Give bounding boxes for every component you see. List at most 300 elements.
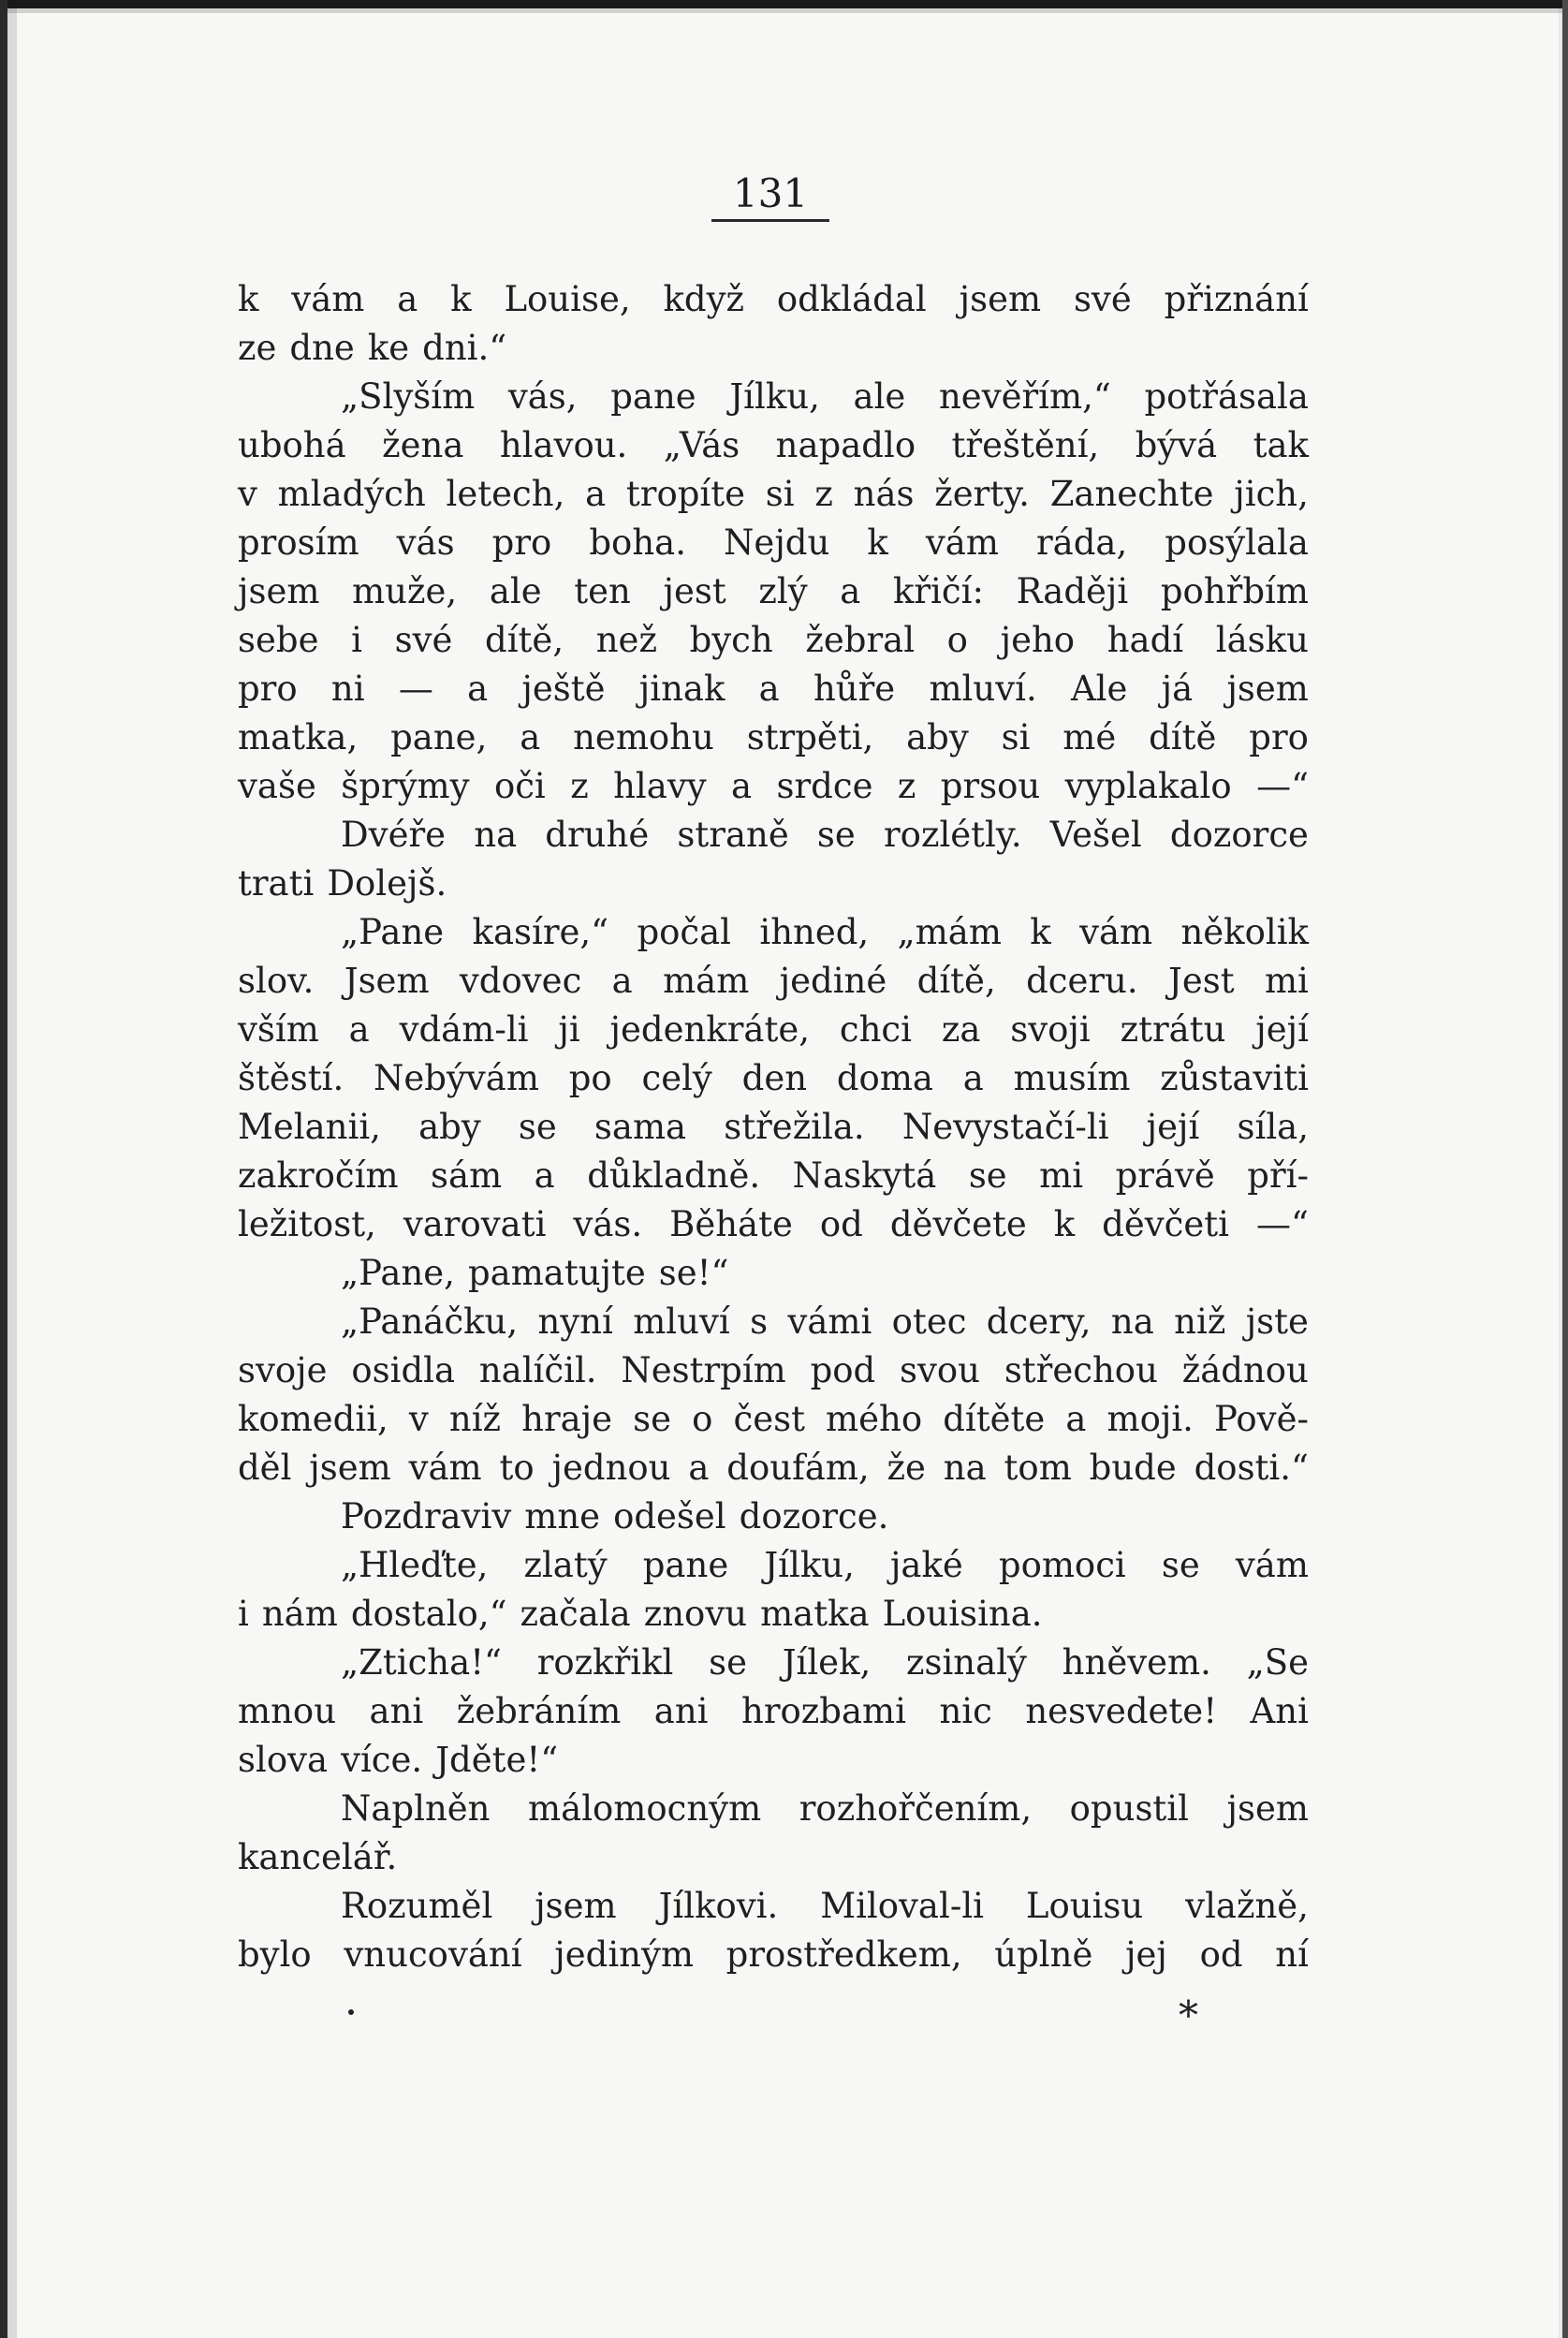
word: „Vás xyxy=(663,425,740,465)
word: k xyxy=(1053,1204,1076,1244)
word: dítěte xyxy=(943,1399,1046,1439)
body-text xyxy=(238,275,1309,1979)
word: počal xyxy=(637,912,732,952)
word: ubohá xyxy=(238,425,346,465)
word: lásku xyxy=(1215,620,1309,660)
word: bylo xyxy=(238,1934,312,1975)
word: a xyxy=(585,474,607,514)
word: osidla xyxy=(351,1350,456,1390)
word: dosti.“ xyxy=(1194,1448,1309,1488)
word: mi xyxy=(1264,961,1309,1001)
word: děvčeti xyxy=(1102,1204,1229,1244)
word: hadí xyxy=(1106,620,1184,660)
word: Nebývám xyxy=(374,1058,539,1098)
text-line xyxy=(238,1785,1309,1833)
word: vlažně, xyxy=(1185,1886,1309,1926)
text-line xyxy=(238,713,1309,762)
word: odešel xyxy=(613,1496,726,1537)
word: jsem xyxy=(959,279,1042,319)
word: Vešel xyxy=(1049,815,1142,855)
word: ještě xyxy=(521,669,606,709)
word: nevěřím,“ xyxy=(938,376,1111,417)
text-line xyxy=(238,665,1309,713)
word: jsem xyxy=(1226,1788,1309,1829)
word: Jílkovi. xyxy=(658,1886,779,1926)
signature-dot xyxy=(348,2009,354,2015)
word: důkladně. xyxy=(587,1155,761,1196)
word: se xyxy=(518,1107,557,1147)
word: sebe xyxy=(238,620,319,660)
page-number: 131 xyxy=(732,170,809,216)
word: rozkřikl xyxy=(536,1642,674,1683)
word: bych xyxy=(689,620,773,660)
word: hrozbami xyxy=(741,1691,906,1731)
word: hůře xyxy=(813,669,896,709)
word: Dolejš. xyxy=(327,863,447,904)
word: nyní xyxy=(537,1301,613,1342)
word: mnou xyxy=(238,1691,337,1731)
word: aby xyxy=(418,1107,481,1147)
word: a xyxy=(534,1155,555,1196)
word: slov. xyxy=(238,961,315,1001)
word: ze xyxy=(238,328,277,368)
word: dostalo,“ xyxy=(350,1594,507,1634)
word: „Slyším xyxy=(341,376,476,417)
word: zakročím xyxy=(238,1155,399,1196)
word: vám xyxy=(1079,912,1153,952)
word: niž xyxy=(1174,1301,1226,1342)
word: vám xyxy=(1235,1545,1309,1585)
text-line xyxy=(238,1103,1309,1152)
word: oči xyxy=(493,766,546,806)
word: mé xyxy=(1062,717,1117,757)
signature-row xyxy=(238,1992,1309,2049)
word: Jsem xyxy=(344,961,430,1001)
word: chci xyxy=(839,1009,912,1050)
word: ten xyxy=(574,571,631,611)
text-line xyxy=(238,860,1309,908)
word: vám xyxy=(291,279,365,319)
text-line xyxy=(238,1687,1309,1736)
word: já xyxy=(1161,669,1194,709)
word: „mám xyxy=(897,912,1002,952)
word: vdovec xyxy=(459,961,582,1001)
word: rozlétly. xyxy=(883,815,1022,855)
word: srdce xyxy=(776,766,873,806)
word: Pozdraviv xyxy=(341,1496,512,1537)
word: zůstaviti xyxy=(1160,1058,1309,1098)
word: se!“ xyxy=(658,1253,729,1293)
word: bývá xyxy=(1135,425,1218,465)
word: na xyxy=(943,1448,987,1488)
word: ležitost, xyxy=(238,1204,376,1244)
word: kasíre,“ xyxy=(472,912,609,952)
text-line xyxy=(238,1444,1309,1492)
word: mluví. xyxy=(929,669,1037,709)
text-line xyxy=(238,957,1309,1006)
word: mám xyxy=(663,961,750,1001)
word: jsem xyxy=(238,571,320,611)
word: pro xyxy=(238,669,298,709)
scan-edge-left xyxy=(0,0,17,2338)
word: ani xyxy=(369,1691,424,1731)
word: Jílek, xyxy=(782,1642,872,1683)
word: jest xyxy=(663,571,726,611)
word: ztrátu xyxy=(1120,1009,1226,1050)
word: den xyxy=(741,1058,808,1098)
word: z xyxy=(570,766,589,806)
word: boha. xyxy=(589,522,686,563)
word: jediným xyxy=(554,1934,694,1975)
word: nesvedete! xyxy=(1025,1691,1218,1731)
word: straně xyxy=(677,815,789,855)
word: mluví xyxy=(633,1301,730,1342)
word: síla, xyxy=(1237,1107,1309,1147)
word: Louisu xyxy=(1025,1886,1144,1926)
word: dítě, xyxy=(485,620,564,660)
word: se xyxy=(633,1399,672,1439)
word: druhé xyxy=(545,815,650,855)
text-line xyxy=(238,421,1309,470)
word: nám xyxy=(261,1594,338,1634)
word: znovu xyxy=(643,1594,748,1634)
word: Nestrpím xyxy=(621,1350,786,1390)
word: vás xyxy=(396,522,455,563)
text-line xyxy=(238,908,1309,957)
word: vyplakalo xyxy=(1064,766,1232,806)
word: doma xyxy=(836,1058,933,1098)
word: moji. xyxy=(1106,1399,1194,1439)
word: k xyxy=(867,522,888,563)
word: několik xyxy=(1180,912,1309,952)
word: a xyxy=(520,717,541,757)
word: a xyxy=(962,1058,984,1098)
word: opustil xyxy=(1069,1788,1189,1829)
word: doufám, xyxy=(726,1448,870,1488)
word: svou xyxy=(900,1350,981,1390)
word: ani xyxy=(653,1691,709,1731)
word: dozorce. xyxy=(739,1496,889,1537)
word: dne xyxy=(289,328,355,368)
word: Jest xyxy=(1168,961,1235,1001)
word: o xyxy=(946,620,968,660)
word: prsou xyxy=(940,766,1041,806)
word: děl xyxy=(238,1448,292,1488)
word: i xyxy=(351,620,362,660)
page-number-rule xyxy=(711,219,829,222)
word: Naskytá xyxy=(792,1155,937,1196)
word: letech, xyxy=(446,474,565,514)
word: Raději xyxy=(1016,571,1129,611)
word: své xyxy=(394,620,453,660)
word: —“ xyxy=(1256,766,1309,806)
word: mi xyxy=(1039,1155,1084,1196)
word: o xyxy=(692,1399,713,1439)
word: mého xyxy=(826,1399,923,1439)
word: Rozuměl xyxy=(341,1886,493,1926)
word: žerty. xyxy=(934,474,1030,514)
word: žebráním xyxy=(456,1691,622,1731)
word: si xyxy=(1001,717,1031,757)
word: že xyxy=(887,1448,926,1488)
word: Ale xyxy=(1070,669,1128,709)
word: jsem xyxy=(309,1448,391,1488)
word: zsinalý xyxy=(905,1642,1027,1683)
word: Louisina. xyxy=(882,1594,1043,1634)
word: pamatujte xyxy=(467,1253,646,1293)
word: jeho xyxy=(1000,620,1076,660)
word: —“ xyxy=(1255,1204,1309,1244)
word: svoje xyxy=(238,1350,328,1390)
word: vámi xyxy=(787,1301,872,1342)
word: varovati xyxy=(403,1204,547,1244)
word: pane, xyxy=(390,717,488,757)
word: jinak xyxy=(638,669,725,709)
word: k xyxy=(1030,912,1051,952)
word: a xyxy=(467,669,489,709)
word: jediné xyxy=(779,961,887,1001)
word: vdám-li xyxy=(399,1009,529,1050)
text-line xyxy=(238,1590,1309,1639)
word: vnucování xyxy=(344,1934,522,1975)
word: ji xyxy=(558,1009,580,1050)
word: jste xyxy=(1245,1301,1309,1342)
word: hněvem. xyxy=(1062,1642,1211,1683)
word: více. xyxy=(341,1740,423,1780)
word: v xyxy=(238,474,257,514)
word: posýlala xyxy=(1165,522,1309,563)
word: pane xyxy=(642,1545,729,1585)
word: dítě xyxy=(1149,717,1217,757)
word: z xyxy=(814,474,833,514)
word: dítě, xyxy=(916,961,996,1001)
word: vám xyxy=(925,522,999,563)
text-line xyxy=(238,762,1309,811)
text-line xyxy=(238,1054,1309,1103)
word: aby xyxy=(906,717,969,757)
word: děvčete xyxy=(889,1204,1027,1244)
text-line xyxy=(238,1639,1309,1687)
word: ráda, xyxy=(1035,522,1128,563)
text-line xyxy=(238,324,1309,373)
word: otec xyxy=(891,1301,967,1342)
word: nic xyxy=(939,1691,992,1731)
word: žena xyxy=(382,425,464,465)
word: málomocným xyxy=(528,1788,762,1829)
word: jej xyxy=(1125,1934,1167,1975)
word: pod xyxy=(810,1350,876,1390)
word: se xyxy=(968,1155,1007,1196)
word: úplně xyxy=(994,1934,1093,1975)
word: po xyxy=(568,1058,612,1098)
word: strpěti, xyxy=(746,717,874,757)
word: k xyxy=(238,279,259,319)
text-line xyxy=(238,1200,1309,1249)
word: své xyxy=(1073,279,1132,319)
word: pane xyxy=(610,376,696,417)
word: Jděte!“ xyxy=(435,1740,559,1780)
text-line xyxy=(238,1833,1309,1882)
word: Melanii, xyxy=(238,1107,381,1147)
word: se xyxy=(816,815,856,855)
word: vám xyxy=(408,1448,482,1488)
word: a xyxy=(731,766,753,806)
word: čest xyxy=(733,1399,805,1439)
word: Louise, xyxy=(504,279,631,319)
word: a xyxy=(840,571,861,611)
word: jednou xyxy=(551,1448,671,1488)
word: jsem xyxy=(535,1886,617,1926)
word: prosím xyxy=(238,522,359,563)
word: dni.“ xyxy=(422,328,507,368)
word: zlý xyxy=(758,571,808,611)
word: svoji xyxy=(1010,1009,1091,1050)
word: „Se xyxy=(1246,1642,1309,1683)
word: „Hleďte, xyxy=(341,1545,489,1585)
text-line xyxy=(238,567,1309,616)
text-line xyxy=(238,1492,1309,1541)
word: ale xyxy=(489,571,542,611)
word: vás, xyxy=(507,376,578,417)
word: právě xyxy=(1115,1155,1215,1196)
word: začala xyxy=(520,1594,631,1634)
text-line xyxy=(238,470,1309,519)
word: než xyxy=(595,620,657,660)
signature-mark: * xyxy=(1179,1992,1198,2038)
word: mne xyxy=(524,1496,601,1537)
word: ní xyxy=(1275,1934,1309,1975)
text-line xyxy=(238,1541,1309,1590)
word: tak xyxy=(1253,425,1309,465)
word: to xyxy=(499,1448,535,1488)
word: kancelář. xyxy=(238,1837,398,1877)
word: tropíte xyxy=(625,474,746,514)
word: mladých xyxy=(277,474,426,514)
word: Nejdu xyxy=(724,522,830,563)
word: jedenkráte, xyxy=(609,1009,811,1050)
word: střežila. xyxy=(724,1107,865,1147)
word: muže, xyxy=(352,571,458,611)
word: nalíčil. xyxy=(478,1350,597,1390)
word: ni xyxy=(330,669,365,709)
word: potřásala xyxy=(1144,376,1309,417)
word: pro xyxy=(491,522,552,563)
word: matka, xyxy=(238,717,359,757)
word: Miloval-li xyxy=(820,1886,984,1926)
word: nás xyxy=(853,474,915,514)
word: „Zticha!“ xyxy=(341,1642,502,1683)
word: její xyxy=(1255,1009,1309,1050)
word: od xyxy=(819,1204,863,1244)
word: ihned, xyxy=(759,912,870,952)
word: a xyxy=(348,1009,370,1050)
word: rozhořčením, xyxy=(799,1788,1033,1829)
word: žebral xyxy=(805,620,916,660)
word: bude xyxy=(1089,1448,1177,1488)
word: v xyxy=(408,1399,429,1439)
word: Naplněn xyxy=(341,1788,491,1829)
word: třeštění, xyxy=(951,425,1100,465)
word: pomoci xyxy=(998,1545,1126,1585)
word: štěstí. xyxy=(238,1058,344,1098)
word: jaké xyxy=(889,1545,963,1585)
word: Zanechte xyxy=(1049,474,1214,514)
word: Ani xyxy=(1250,1691,1309,1731)
word: Běháte xyxy=(669,1204,793,1244)
word: vás. xyxy=(573,1204,643,1244)
text-line xyxy=(238,1006,1309,1054)
text-line xyxy=(238,811,1309,860)
word: Jílku, xyxy=(764,1545,855,1585)
text-line xyxy=(238,1346,1309,1395)
word: jich, xyxy=(1234,474,1309,514)
text-line xyxy=(238,616,1309,665)
word: vaše xyxy=(238,766,316,806)
word: s xyxy=(750,1301,769,1342)
text-line xyxy=(238,275,1309,324)
text-line xyxy=(238,373,1309,421)
word: a xyxy=(611,961,633,1001)
word: dceru. xyxy=(1026,961,1138,1001)
scan-edge-right xyxy=(1559,0,1568,2338)
word: a xyxy=(397,279,418,319)
word: „Pane, xyxy=(341,1253,455,1293)
word: k xyxy=(450,279,472,319)
word: pro xyxy=(1249,717,1309,757)
word: od xyxy=(1199,1934,1243,1975)
word: matka xyxy=(760,1594,870,1634)
scan-edge-top xyxy=(0,0,1568,13)
word: na xyxy=(474,815,518,855)
word: její xyxy=(1146,1107,1200,1147)
word: komedii, xyxy=(238,1399,388,1439)
text-line xyxy=(238,1152,1309,1200)
word: hlavou. xyxy=(499,425,628,465)
word: „Pane xyxy=(341,912,445,952)
word: přiznání xyxy=(1164,279,1309,319)
word: hlavy xyxy=(613,766,707,806)
word: šprýmy xyxy=(341,766,470,806)
word: Nevystačí-li xyxy=(901,1107,1109,1147)
word: — xyxy=(398,669,433,709)
word: níž xyxy=(448,1399,502,1439)
word: vším xyxy=(238,1009,319,1050)
word: celý xyxy=(641,1058,712,1098)
word: dcery, xyxy=(986,1301,1092,1342)
word: za xyxy=(941,1009,981,1050)
word: slova xyxy=(238,1740,329,1780)
word: hraje xyxy=(521,1399,613,1439)
word: když xyxy=(663,279,744,319)
word: sama xyxy=(593,1107,687,1147)
word: z xyxy=(897,766,916,806)
word: prostředkem, xyxy=(725,1934,962,1975)
word: a xyxy=(1065,1399,1087,1439)
word: pří- xyxy=(1247,1155,1309,1196)
text-line xyxy=(238,1395,1309,1444)
word: nemohu xyxy=(573,717,714,757)
text-line xyxy=(238,1298,1309,1346)
word: napadlo xyxy=(775,425,916,465)
word: křičí: xyxy=(892,571,984,611)
word: musím xyxy=(1013,1058,1131,1098)
word: ke xyxy=(367,328,410,368)
word: žádnou xyxy=(1181,1350,1309,1390)
text-line xyxy=(238,1931,1309,1979)
word: Dvéře xyxy=(341,815,447,855)
word: střechou xyxy=(1004,1350,1158,1390)
word: dozorce xyxy=(1169,815,1309,855)
